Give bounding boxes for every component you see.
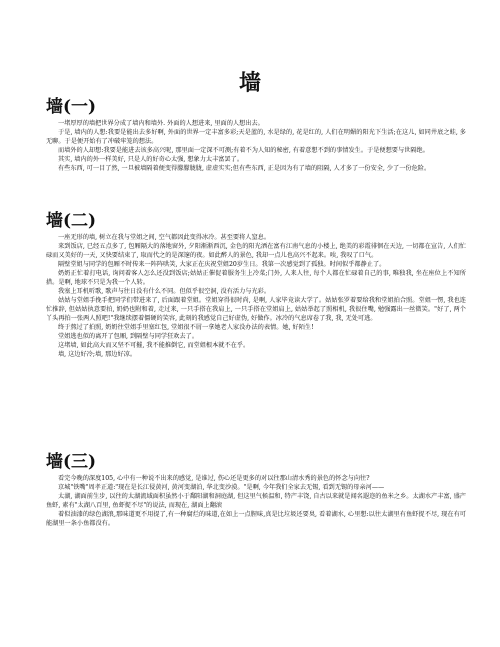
paragraph: 我塞上耳机听歌, 歌声与往日没有什么不同。但似乎很空洞, 没有活力与光彩。 [58,288,271,295]
paragraph: 终于熬过了拍照, 奶奶往堂姐手里塞红包, 堂姐很不屑一拿她老人家没办法的表情。她, 好陌生! [58,324,314,331]
paragraph: 一堵厚厚的墙把世界分成了墙内和墙外. 外面的人想进来, 里面的人想出去。 [58,120,264,127]
paragraph: 奶奶正忙着打电话, 询问着客人怎么还没到饭店;姑姑正催促着服务生上冷菜;门外, 人来人往, 每个人都在忙碌着自己的事, 唯独我, 坐在座位上不知所措。是啊, 地球不只是为我一个人转。 [46,270,466,286]
section-heading: 墙(一) [46,97,97,117]
section-heading: 墙(三) [46,452,97,472]
paragraph: 一座无形的墙, 树立在我与堂姐之间, 空气都因此变得冰冷。甚至要将人窒息。 [58,234,271,241]
paragraph: 有些东西, 可一目了然, 一旦被墙隔着便变得朦朦胧胧, 虚虚实实;但有些东西, 正是因为有了墙的阻隔, 人才多了一份安全, 少了一份危险。 [58,165,431,172]
paragraph: 隔壁堂姐与同学的包厢不时传来一阵阵哄笑, 大家正在庆祝堂姐20岁生日。我第一次感觉到了孤独。时间似乎都静止了。 [58,261,386,268]
paragraph: 这堵墙, 如此高大而又坚不可摧, 我不能推倒它, 而堂姐根本就不在乎。 [58,342,250,349]
paragraph: 京城"铁嘴"周孝正道:"现在是长江侵黄河, 黄河变湖泊, 华北变沙漠。"是啊, 今年我们全家去无锡, 看到无锡的母亲河—— [58,484,385,491]
paragraph: 太湖, 湖面前生步, 以往的太湖流域面积虽然小于鄱阳湖和洞庭湖, 但这里气候温和, 特产丰饶, 自古以来就是闻名遐迩的鱼米之乡。太湖水产丰富, 盛产鱼虾, 素有"太湖八百里, 鱼虾捉不尽"的说法, 而现在, 湖面上翻滚 [46,493,466,509]
paragraph: 于是, 墙内的人想:我要是能出去多好啊, 外面的世界一定丰富多彩;天是蓝的, 水是绿的, 花是红的, 人们在明媚的阳光下生活;在这儿, 如同井底之蛙, 多无聊。于是便开始有了冲破牢笼的想法。 [46,129,466,145]
paragraph: 堂姐逃也似的离开了包厢, 到隔壁与同学狂欢去了。 [58,333,199,340]
paragraph: 姑姑与堂姐手挽手把同学们带进来了, 后面跟着堂姐。堂姐穿得很时尚, 是啊, 人家毕竟读大学了。姑姑张罗着要给我和堂姐拍合照。堂姐一愣, 我也连忙推辞, 但姑姑执意要拍, 奶奶也附和着, 走过来, 一只手搭在我肩上, 一只手搭在堂姐肩上, 姑姑举起了照相机, 我很住嘴, 勉强露出一丝微笑。"好了, 两个丫头再拍一张两人照吧!"我继续摆着僵硬的笑容, 此刻的我感觉自己好虚伪, 好做作。冰冷的气息席卷了我, 我, 无处可逃。 [46,297,466,322]
paragraph: 墙, 这边好冷;墙, 那边好凉。 [58,351,137,358]
paragraph: 其实, 墙内的外一样美好, 只是人的好奇心太强, 想象力太丰富罢了。 [58,156,244,163]
paragraph: 看完今晚的深度105, 心中有一种说不出来的感觉, 是谁过, 伤心还是更多的对以往那山清水秀的景色的怀念与向往? [58,475,370,482]
paragraph: 而墙外的人却想:我要是能进去该多高兴呢, 那里面一定深不可测;有着不为人知的秘密, 有着意想不到的事情发生。于是便想要与世隔绝。 [58,147,429,154]
paragraph: 着似油漆的绿色湖浪,那味道更不用提了,有一种腐烂的味道,在如上一点腥味,真是比垃圾还要臭, 看着湖水, 心里想:以往太湖里有鱼虾捉不尽, 现在有可能湖里一条小鱼都没有。 [46,511,466,527]
paragraph: 来到饭店, 已经五点多了, 包厢隔大的落地窗外, 夕阳渐渐西沉, 金色的阳光洒在富有江南气息的小楼上, 绝美的彩霞徘徊在天边, 一切都在宣告, 人们忙碌而又美好的一天, 又快要结束了, 取而代之的是深邃的夜。如此醉人的景色, 我却一点儿也高兴不起来。唉, 我叹了口气。 [46,243,466,259]
document-title: 墙 [238,70,261,96]
section-3 [46,452,466,528]
section-2 [46,211,466,359]
section-1 [46,97,466,173]
section-heading: 墙(二) [46,211,97,231]
